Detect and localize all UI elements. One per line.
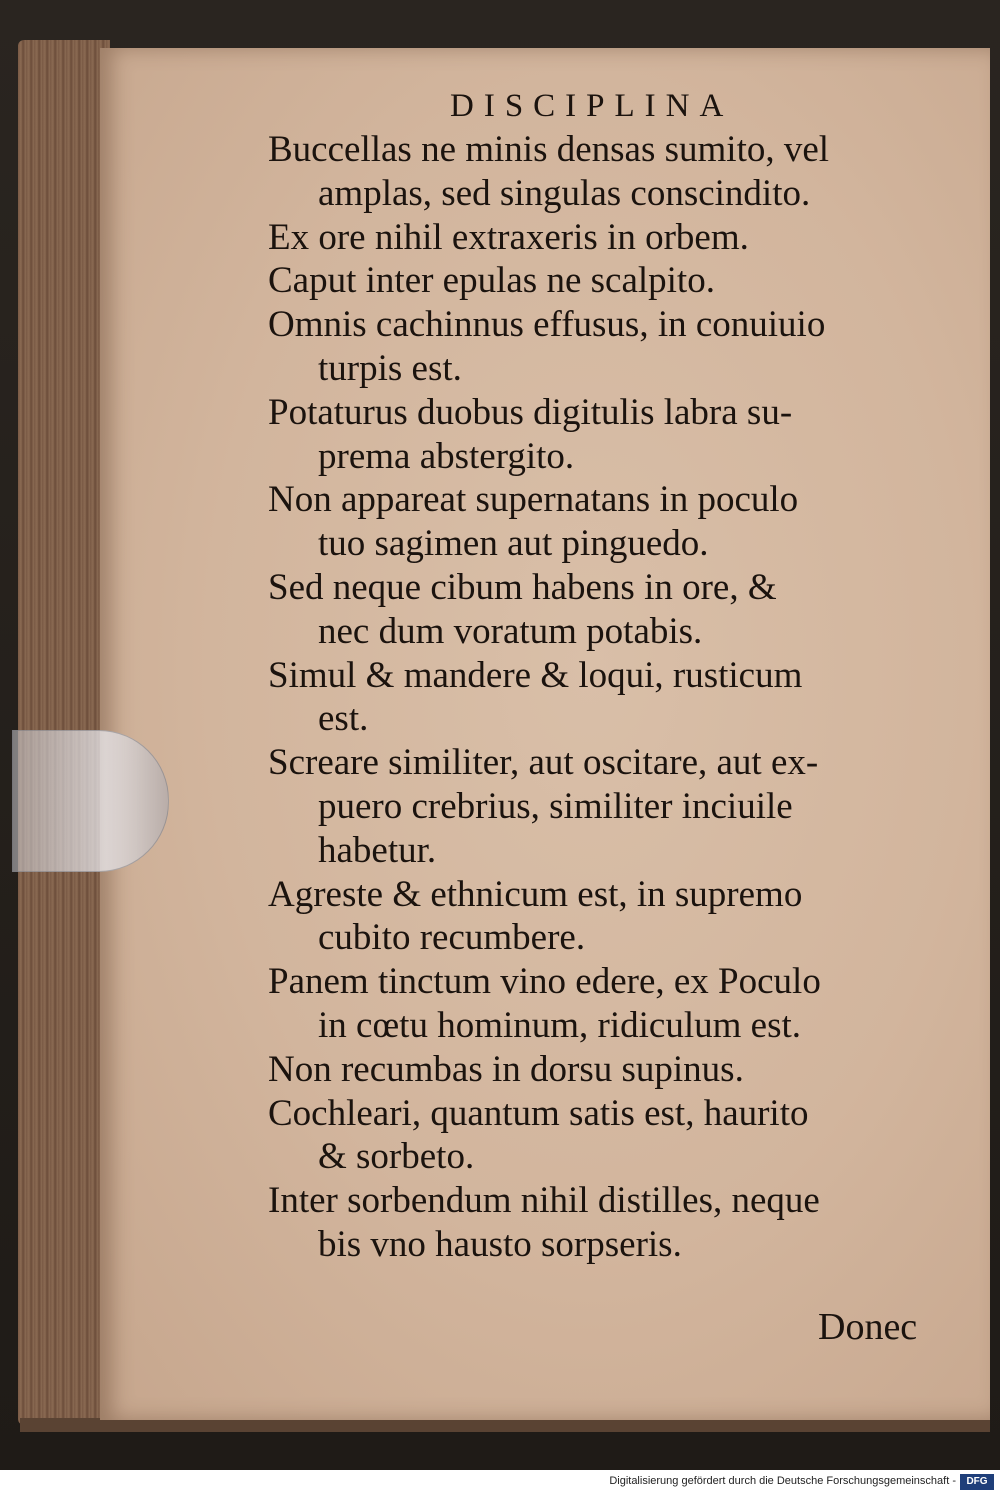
text-line: turpis est.	[318, 347, 462, 389]
text-line: Non recumbas in dorsu supinus.	[268, 1048, 744, 1090]
text-line: Omnis cachinnus effusus, in conuiuio	[268, 304, 826, 346]
page-text	[268, 128, 978, 1267]
text-line: amplas, sed singulas conscindito.	[318, 172, 811, 214]
text-line: Agreste & ethnicum est, in supremo	[268, 873, 803, 915]
text-line: cubito recumbere.	[318, 917, 586, 959]
text-line: Simul & mandere & loqui, rusticum	[268, 654, 803, 696]
text-line: Sed neque cibum habens in ore, &	[268, 566, 777, 608]
text-line: puero crebrius, similiter inciuile	[318, 785, 793, 827]
text-line: Inter sorbendum nihil distilles, neque	[268, 1180, 820, 1222]
text-line: prema abstergito.	[318, 435, 575, 477]
text-line: Potaturus duobus digitulis labra su-	[268, 391, 793, 433]
dfg-logo: DFG	[960, 1474, 994, 1490]
running-header: DISCIPLINA	[450, 88, 734, 124]
text-line: bis vno hausto sorpseris.	[318, 1223, 682, 1265]
text-line: Screare similiter, aut oscitare, aut ex-	[268, 742, 819, 784]
text-line: est.	[318, 698, 369, 740]
footer-bar	[0, 1470, 1000, 1494]
text-line: Caput inter epulas ne scalpito.	[268, 260, 715, 302]
text-line: Buccellas ne minis densas sumito, vel	[268, 129, 830, 170]
text-line: Ex ore nihil extraxeris in orbem.	[268, 216, 749, 258]
page-bottom-edge	[20, 1418, 990, 1432]
catchword: Donec	[818, 1306, 918, 1348]
text-line: Non appareat supernatans in poculo	[268, 479, 799, 521]
text-line: tuo sagimen aut pinguedo.	[318, 523, 709, 565]
text-line: habetur.	[318, 829, 437, 871]
page-clip	[12, 730, 169, 872]
text-line: Panem tinctum vino edere, ex Poculo	[268, 961, 821, 1003]
footer-credit: Digitalisierung gefördert durch die Deutsche Forschungsgemeinschaft -	[609, 1475, 956, 1487]
text-line: in cœtu hominum, ridiculum est.	[318, 1004, 802, 1046]
text-line: Cochleari, quantum satis est, haurito	[268, 1092, 809, 1134]
text-line: nec dum voratum potabis.	[318, 610, 703, 652]
text-line: & sorbeto.	[318, 1136, 475, 1178]
